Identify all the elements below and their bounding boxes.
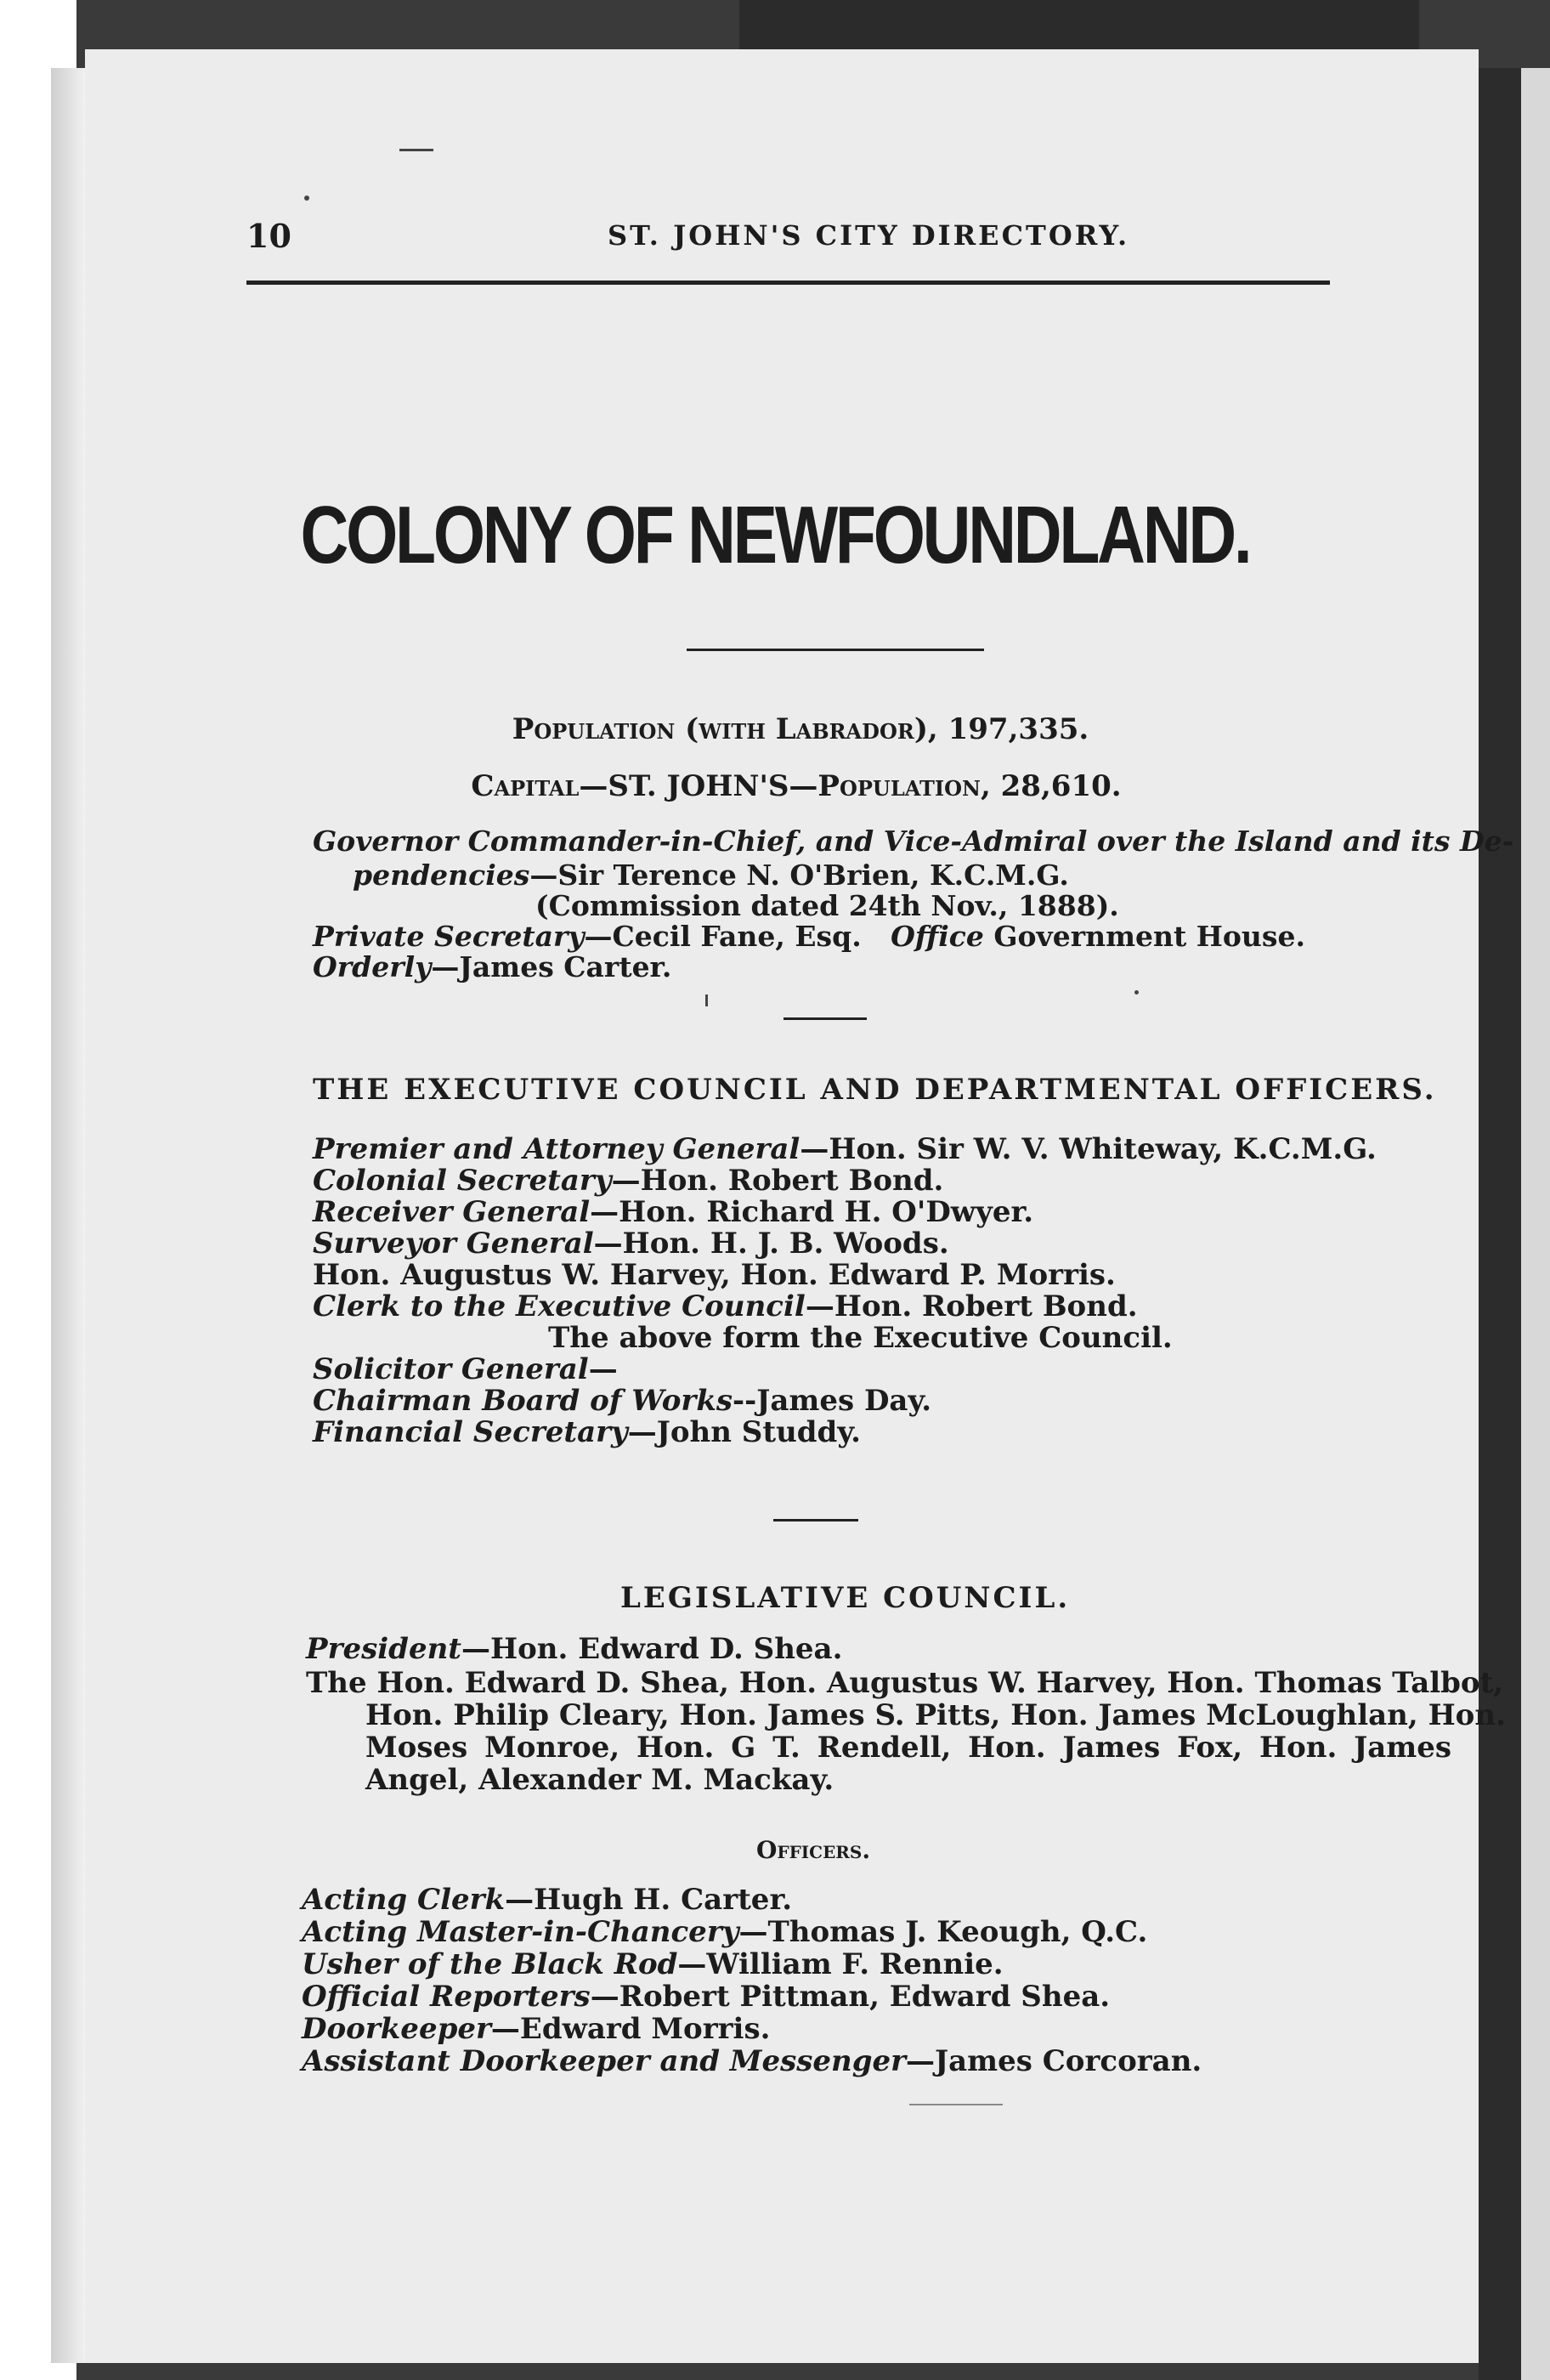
executive-note: The above form the Executive Council. [548, 1321, 1173, 1355]
private-secretary-role: Private Secretary [313, 920, 585, 953]
officer-row [302, 2044, 1202, 2078]
officer-role: Acting Master-in-Chancery [302, 1915, 739, 1949]
capital-line: Capital—ST. JOHN'S—Population, 28,610. [471, 769, 1122, 803]
title-divider [687, 649, 984, 651]
officer-row [302, 1980, 1110, 2014]
page-title: COLONY OF NEWFOUNDLAND. [300, 490, 1250, 581]
executive-role: Clerk to the Executive Council [313, 1289, 806, 1323]
members-line: Moses Monroe, Hon. G T. Rendell, Hon. James Fox, Hon. James [365, 1731, 1452, 1765]
executive-heading: THE EXECUTIVE COUNCIL AND DEPARTMENTAL OFFICERS. [313, 1073, 1437, 1107]
president-line [306, 1632, 842, 1666]
executive-row [313, 1132, 1377, 1166]
population-line: Population (with Labrador), 197,335. [512, 712, 1089, 746]
officer-role: Assistant Doorkeeper and Messenger [302, 2044, 907, 2078]
executive-row [313, 1352, 618, 1386]
orderly-name: —James Carter. [431, 950, 672, 983]
scan-background-top [739, 0, 1419, 49]
officer-role: Usher of the Black Rod [302, 1947, 678, 1981]
orderly-role: Orderly [313, 950, 432, 983]
private-secretary-name: —Cecil Fane, Esq. [584, 920, 862, 953]
office-label: Office [891, 920, 984, 953]
executive-role: Colonial Secretary [313, 1164, 612, 1198]
members-line: Angel, Alexander M. Mackay. [365, 1763, 834, 1797]
president-role: President [306, 1632, 461, 1666]
section-divider-2 [773, 1519, 858, 1522]
book-spine [1479, 68, 1521, 2380]
executive-name: —Hon. Robert Bond. [805, 1289, 1138, 1323]
executive-role: Financial Secretary [313, 1415, 628, 1449]
legislative-heading: LEGISLATIVE COUNCIL. [620, 1581, 1071, 1615]
office-value: Government House. [993, 920, 1305, 953]
officer-role: Doorkeeper [302, 2012, 491, 2046]
executive-name: —Hon. Sir W. V. Whiteway, K.C.M.G. [800, 1132, 1377, 1166]
executive-name: —John Studdy. [627, 1415, 862, 1449]
executive-name: --James Day. [733, 1384, 932, 1418]
officer-name: —Thomas J. Keough, Q.C. [738, 1915, 1148, 1949]
officer-name: —William F. Rennie. [677, 1947, 1004, 1981]
officer-name: —Hugh H. Carter. [505, 1883, 793, 1917]
executive-row [313, 1164, 943, 1198]
governor-role-line1: Governor Commander-in-Chief, and Vice-Admiral over the Island and its De- [313, 824, 1514, 858]
private-secretary-line [313, 920, 1305, 953]
governor-line2 [353, 858, 1069, 892]
executive-role: Solicitor General [313, 1352, 589, 1386]
executive-row [313, 1195, 1033, 1229]
governor-commission: (Commission dated 24th Nov., 1888). [535, 889, 1119, 922]
executive-row [313, 1258, 1116, 1292]
header-rule [246, 280, 1330, 285]
executive-row [313, 1415, 861, 1449]
executive-role: Receiver General [313, 1195, 591, 1229]
officer-role: Acting Clerk [302, 1883, 506, 1917]
section-divider-1 [783, 1017, 867, 1020]
officers-heading: Officers. [756, 1836, 871, 1864]
members-line: Hon. Philip Cleary, Hon. James S. Pitts, Hon. James McLoughlan, Hon. [365, 1698, 1506, 1732]
executive-name: —Hon. H. J. B. Woods. [593, 1227, 949, 1261]
executive-role: Premier and Attorney General [313, 1132, 800, 1166]
executive-name: —Hon. Richard H. O'Dwyer. [590, 1195, 1034, 1229]
page-stack-edge [51, 68, 85, 2363]
members-line: The Hon. Edward D. Shea, Hon. Augustus W. Harvey, Hon. Thomas Talbot, [306, 1666, 1504, 1700]
executive-name: — [588, 1352, 618, 1386]
officer-row [302, 1947, 1004, 1981]
president-name: —Hon. Edward D. Shea. [461, 1632, 843, 1666]
executive-row [313, 1384, 931, 1418]
page-number: 10 [246, 217, 291, 255]
governor-role-line2: pendencies [353, 858, 530, 892]
running-head: ST. JOHN'S CITY DIRECTORY. [608, 219, 1130, 252]
next-page-edge [1521, 68, 1550, 2380]
executive-row [313, 1289, 1138, 1323]
executive-role: Chairman Board of Works [313, 1384, 733, 1418]
officer-row [302, 1883, 792, 1917]
officer-name: —Robert Pittman, Edward Shea. [590, 1980, 1111, 2014]
officer-name: —James Corcoran. [906, 2044, 1202, 2078]
executive-role: Surveyor General [313, 1227, 594, 1261]
governor-name: —Sir Terence N. O'Brien, K.C.M.G. [529, 858, 1069, 892]
officer-row [302, 1915, 1147, 1949]
executive-name: Hon. Augustus W. Harvey, Hon. Edward P. Morris. [313, 1258, 1116, 1292]
officer-role: Official Reporters [302, 1980, 591, 2014]
orderly-line [313, 950, 671, 983]
officer-name: —Edward Morris. [490, 2012, 771, 2046]
executive-name: —Hon. Robert Bond. [611, 1164, 944, 1198]
officer-row [302, 2012, 770, 2046]
executive-row [313, 1227, 949, 1261]
